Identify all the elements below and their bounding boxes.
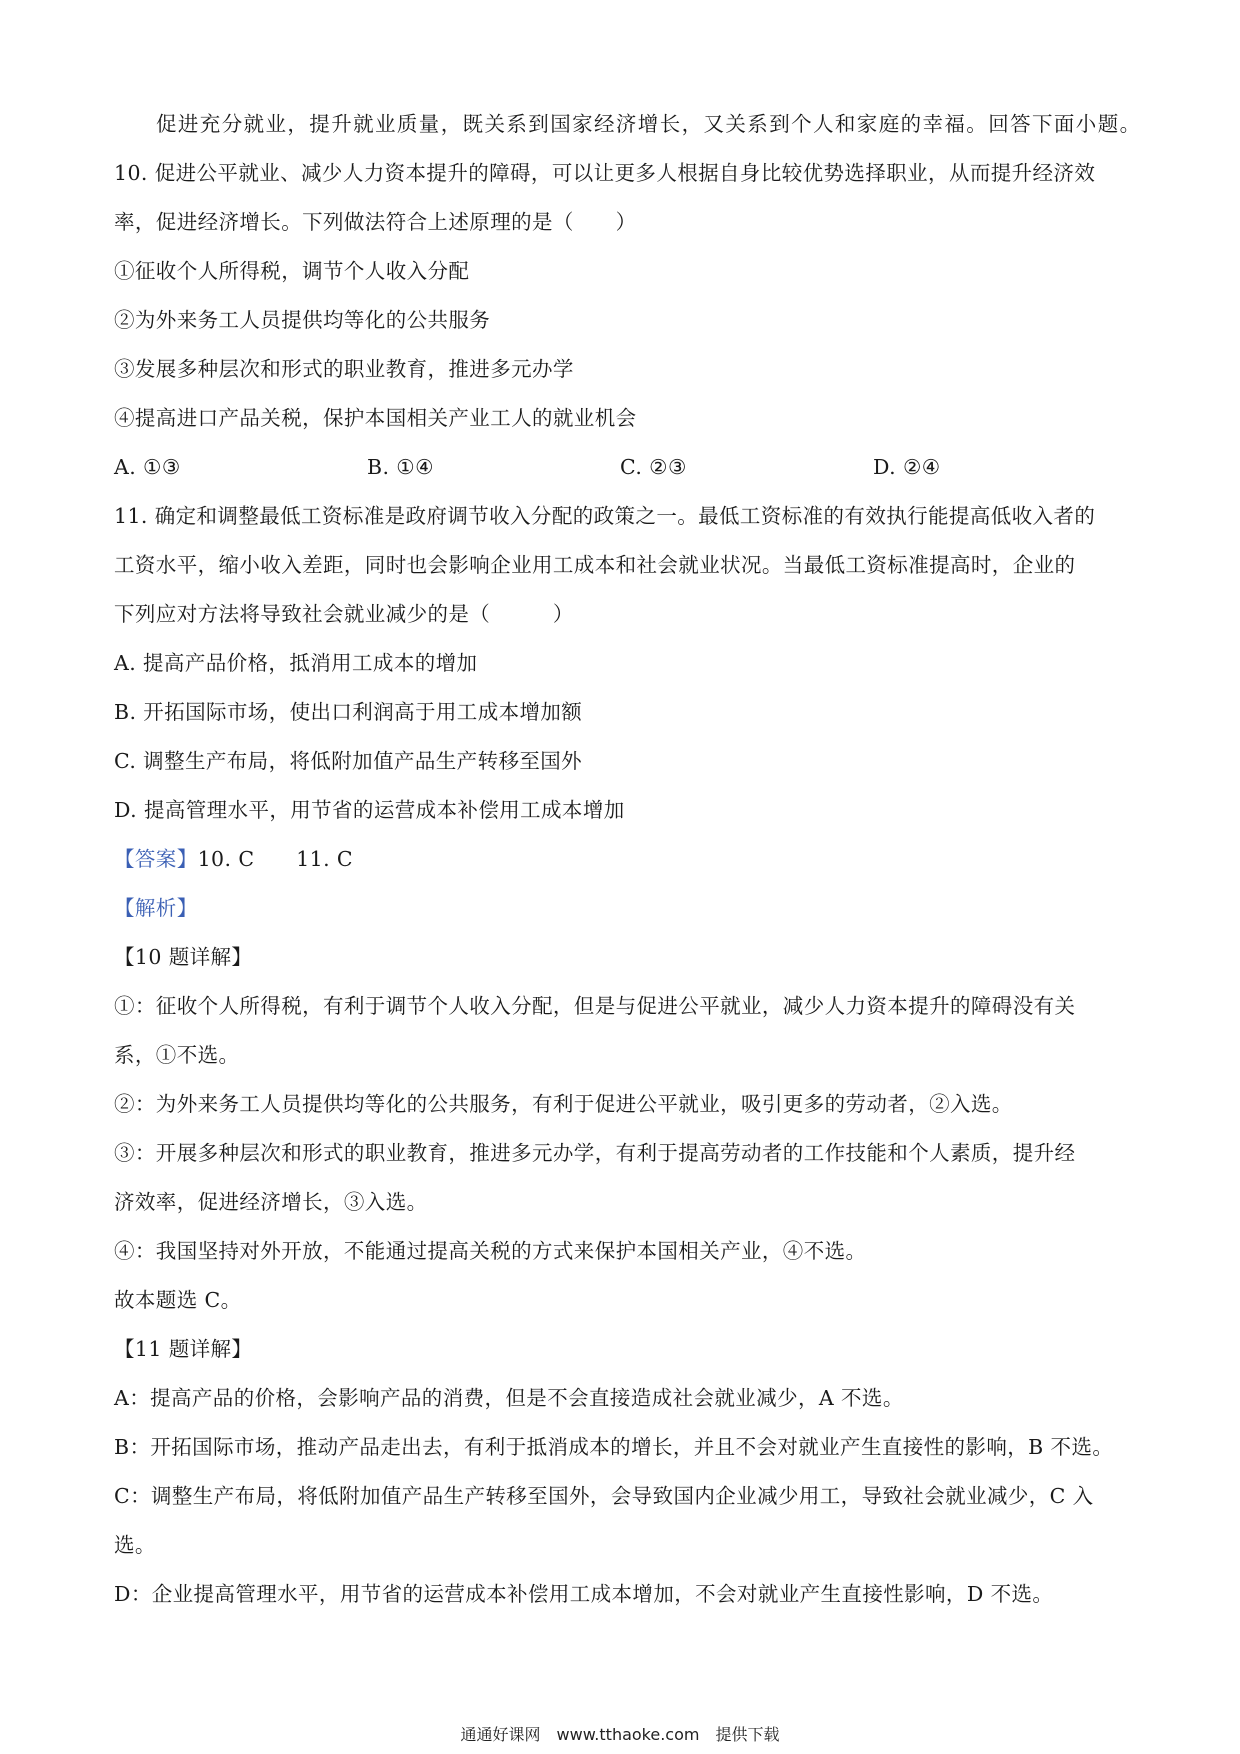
q11-option-a: A. 提高产品价格，抵消用工成本的增加 — [114, 651, 478, 675]
q10-detail-heading: 【10 题详解】 — [114, 945, 253, 969]
q11-stem-line3: 下列应对方法将导致社会就业减少的是（ ） — [114, 602, 574, 626]
q10-detail-line: ④：我国坚持对外开放，不能通过提高关税的方式来保护本国相关产业，④不选。 — [114, 1239, 867, 1263]
q11-option-b: B. 开拓国际市场，使出口利润高于用工成本增加额 — [114, 700, 583, 724]
q11-detail-line: A：提高产品的价格，会影响产品的消费，但是不会直接造成社会就业减少，A 不选。 — [114, 1386, 904, 1410]
answer-line — [114, 835, 1132, 884]
q10-detail-line: ①：征收个人所得税，有利于调节个人收入分配，但是与促进公平就业，减少人力资本提升的障碍没有关 — [114, 994, 1076, 1018]
q11-stem-line2: 工资水平，缩小收入差距，同时也会影响企业用工成本和社会就业状况。当最低工资标准提高时，企业的 — [114, 553, 1076, 577]
analysis-label: 【解析】 — [114, 896, 198, 920]
q11-option-d: D. 提高管理水平，用节省的运营成本补偿用工成本增加 — [114, 798, 625, 822]
q10-detail-line: 系，①不选。 — [114, 1043, 240, 1067]
answer-values: 10. C 11. C — [197, 847, 354, 871]
q11-option-c: C. 调整生产布局，将低附加值产品生产转移至国外 — [114, 749, 583, 773]
q11-detail-heading: 【11 题详解】 — [114, 1337, 253, 1361]
q10-detail-conclusion: 故本题选 C。 — [114, 1288, 242, 1312]
q10-detail-line: ②：为外来务工人员提供均等化的公共服务，有利于促进公平就业，吸引更多的劳动者，②入选。 — [114, 1092, 1013, 1116]
q10-option-a: A. ①③ — [114, 455, 181, 479]
q10-option-b: B. ①④ — [367, 455, 434, 479]
q10-stem-line1: 10. 促进公平就业、减少人力资本提升的障碍，可以让更多人根据自身比较优势选择职业，从而提升经济效 — [114, 161, 1096, 185]
q10-detail-line: ③：开展多种层次和形式的职业教育，推进多元办学，有利于提高劳动者的工作技能和个人素质，提升经 — [114, 1141, 1076, 1165]
q11-detail-line: C：调整生产布局，将低附加值产品生产转移至国外，会导致国内企业减少用工，导致社会就业减少，C 入 — [114, 1484, 1094, 1508]
q10-options — [114, 443, 1132, 492]
answer-label: 【答案】 — [114, 847, 198, 871]
intro-text: 促进充分就业，提升就业质量，既关系到国家经济增长，又关系到个人和家庭的幸福。回答下面小题。 — [156, 112, 1142, 136]
q10-detail-line: 济效率，促进经济增长，③入选。 — [114, 1190, 428, 1214]
q11-detail-line: B：开拓国际市场，推动产品走出去，有利于抵消成本的增长，并且不会对就业产生直接性的影响，B 不选。 — [114, 1435, 1114, 1459]
q10-item-3: ③发展多种层次和形式的职业教育，推进多元办学 — [114, 357, 574, 381]
page-footer: 通通好课网 www.tthaoke.com 提供下载 — [460, 1725, 780, 1744]
page-content — [114, 100, 1142, 1619]
q10-item-1: ①征收个人所得税，调节个人收入分配 — [114, 259, 470, 283]
q10-option-c: C. ②③ — [620, 455, 687, 479]
q10-option-d: D. ②④ — [873, 455, 941, 479]
q10-item-2: ②为外来务工人员提供均等化的公共服务 — [114, 308, 491, 332]
q11-detail-line: D：企业提高管理水平，用节省的运营成本补偿用工成本增加，不会对就业产生直接性影响，D 不选。 — [114, 1582, 1054, 1606]
q10-stem-line2: 率，促进经济增长。下列做法符合上述原理的是（ ） — [114, 210, 637, 234]
q11-detail-line: 选。 — [114, 1533, 156, 1557]
q11-stem-line1: 11. 确定和调整最低工资标准是政府调节收入分配的政策之一。最低工资标准的有效执行能提高低收入者的 — [114, 504, 1096, 528]
q10-item-4: ④提高进口产品关税，保护本国相关产业工人的就业机会 — [114, 406, 637, 430]
